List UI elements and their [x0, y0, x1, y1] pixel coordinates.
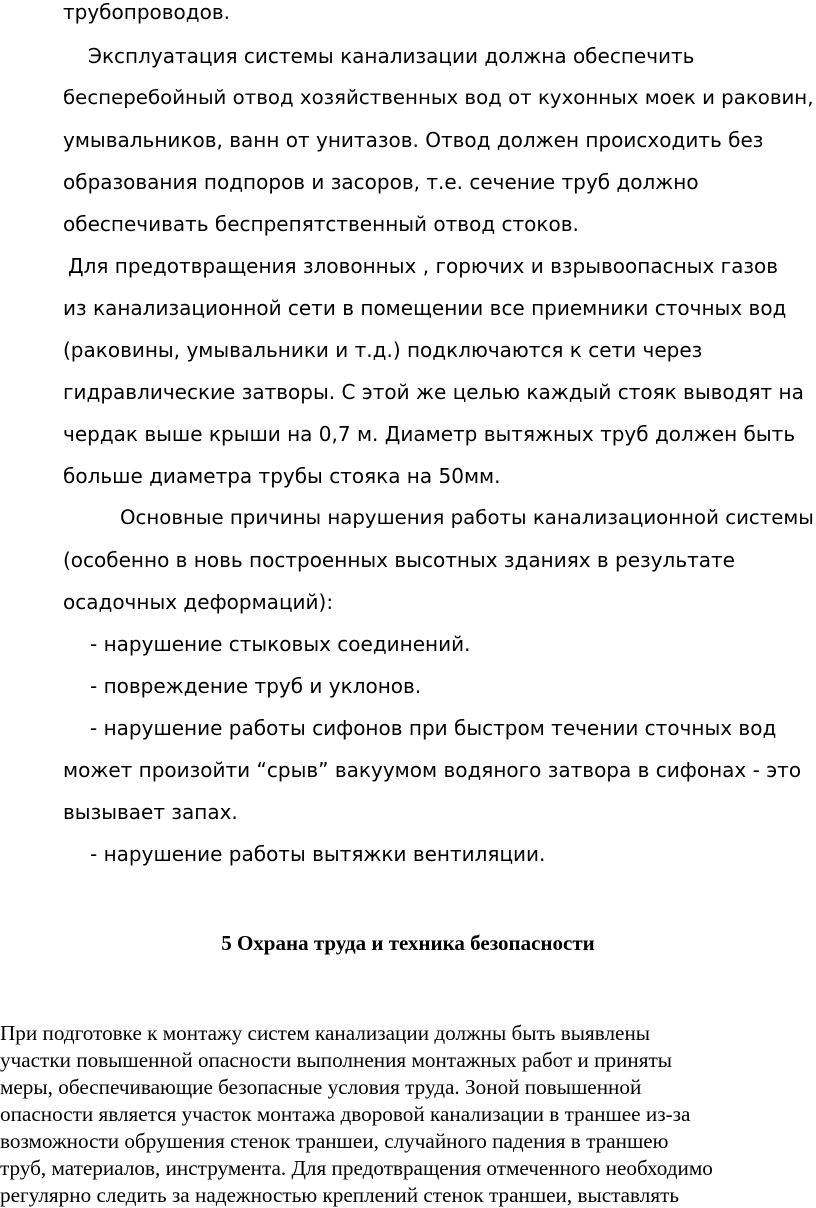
text-line: бесперебойный отвод хозяйственных вод от кухонных моек и раковин, [63, 86, 814, 109]
text-line: образования подпоров и засоров, т.е. сечение труб должно [63, 170, 699, 194]
section-text-line: участки повышенной опасности выполнения монтажных работ и приняты [0, 1048, 672, 1073]
text-line: обеспечивать беспрепятственный отвод стоков. [63, 212, 579, 236]
list-item: - нарушение работы сифонов при быстром течении сточных вод [90, 716, 777, 740]
text-line: из канализационной сети в помещении все приемники сточных вод [63, 296, 787, 320]
text-line: чердак выше крыши на 0,7 м. Диаметр вытяжных труб должен быть [63, 422, 796, 446]
text-line: умывальников, ванн от унитазов. Отвод должен происходить без [63, 128, 764, 152]
section-text-line: При подготовке к монтажу систем канализации должны быть выявлены [0, 1021, 651, 1046]
section-heading: 5 Охрана труда и техника безопасности [221, 931, 595, 955]
text-line: Эксплуатация системы канализации должна обеспечить [88, 44, 695, 68]
list-item: - нарушение стыковых соединений. [90, 632, 471, 656]
text-line: (раковины, умывальники и т.д.) подключаются к сети через [63, 338, 703, 362]
text-line: осадочных деформаций): [63, 590, 334, 614]
text-line: вызывает запах. [63, 800, 238, 824]
section-text-line: меры, обеспечивающие безопасные условия труда. Зоной повышенной [0, 1075, 642, 1100]
section-text-line: возможности обрушения стенок траншеи, случайного падения в траншею [0, 1129, 669, 1154]
section-text-line: регулярно следить за надежностью креплений стенок траншеи, выставлять [0, 1183, 680, 1208]
list-item: - повреждение труб и уклонов. [90, 674, 422, 698]
text-line: Основные причины нарушения работы канализационной системы [120, 506, 814, 529]
text-line: гидравлические затворы. С этой же целью каждый стояк выводят на [63, 380, 804, 404]
text-line: больше диаметра трубы стояка на 50мм. [63, 464, 501, 488]
text-line: может произойти “срыв” вакуумом водяного затвора в сифонах - это [63, 758, 802, 782]
text-line: (особенно в новь построенных высотных зданиях в результате [63, 548, 735, 572]
section-text-line: опасности является участок монтажа дворовой канализации в траншее из-за [0, 1102, 691, 1127]
list-item: - нарушение работы вытяжки вентиляции. [90, 842, 546, 866]
text-line: трубопроводов. [63, 0, 230, 24]
text-line: Для предотвращения зловонных , горючих и взрывоопасных газов [68, 254, 779, 278]
section-text-line: труб, материалов, инструмента. Для предотвращения отмеченного необходимо [0, 1156, 713, 1181]
